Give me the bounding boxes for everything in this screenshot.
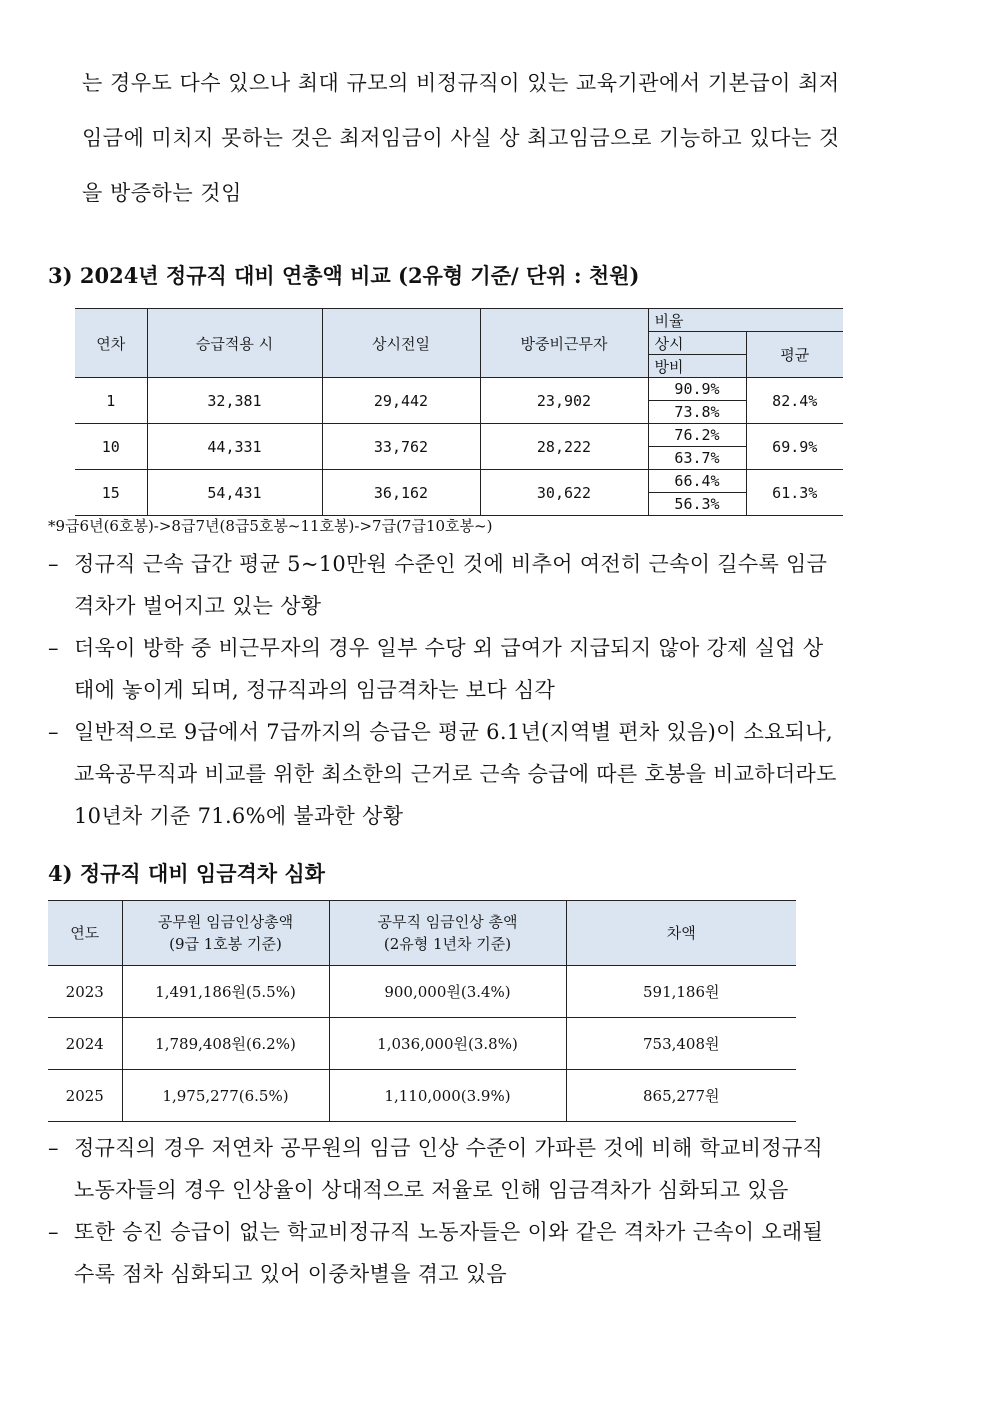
cell-year: 10 (75, 424, 147, 470)
cell-civil: 1,491,186원(5.5%) (122, 966, 329, 1018)
intro-line: 임금에 미치지 못하는 것은 최저임금이 사실 상 최고임금으로 기능하고 있다는 것 (82, 126, 840, 150)
cell-average: 61.3% (746, 470, 843, 516)
cell-ratio-bangbi: 63.7% (648, 447, 746, 470)
cell-promotion: 44,331 (147, 424, 322, 470)
cell-ratio-sangsi: 90.9% (648, 378, 746, 401)
bullet-text: 정규직의 경우 저연차 공무원의 임금 인상 수준이 가파른 것에 비해 학교비정규직 (74, 1136, 824, 1160)
cell-promotion: 54,431 (147, 470, 322, 516)
table-row (48, 966, 796, 1018)
bullet-text: 태에 놓이게 되며, 정규직과의 임금격차는 보다 심각 (74, 678, 556, 702)
col-header-year: 연도 (48, 901, 122, 966)
cell-ratio-sangsi: 76.2% (648, 424, 746, 447)
bullet-item (48, 543, 948, 627)
bullet-text: 노동자들의 경우 인상율이 상대적으로 저율로 인해 임금격차가 심화되고 있음 (74, 1178, 789, 1202)
table-row (48, 1018, 796, 1070)
cell-diff: 591,186원 (566, 966, 796, 1018)
bullet-text: 일반적으로 9급에서 7급까지의 승급은 평균 6.1년(지역별 편차 있음)이 소요되나, (74, 720, 833, 744)
cell-average: 69.9% (746, 424, 843, 470)
cell-year: 2024 (48, 1018, 122, 1070)
bullet-item (48, 627, 948, 711)
col-header-edu-worker (329, 901, 566, 966)
wage-gap-table (48, 900, 796, 1122)
cell-ratio-sangsi: 66.4% (648, 470, 746, 493)
col-header-difference: 차액 (566, 901, 796, 966)
cell-year: 1 (75, 378, 147, 424)
dash-marker: – (48, 1220, 59, 1244)
cell-civil: 1,975,277(6.5%) (122, 1070, 329, 1122)
cell-promotion: 32,381 (147, 378, 322, 424)
cell-year: 2025 (48, 1070, 122, 1122)
table-row (75, 424, 843, 447)
cell-average: 82.4% (746, 378, 843, 424)
col-header-regular: 상시전일 (322, 309, 480, 378)
col-header-ratio: 비율 (648, 309, 843, 332)
header-line: (9급 1호봉 기준) (169, 935, 282, 953)
cell-year: 2023 (48, 966, 122, 1018)
annual-total-comparison-table (75, 308, 843, 516)
cell-diff: 753,408원 (566, 1018, 796, 1070)
cell-year: 15 (75, 470, 147, 516)
intro-paragraph (82, 56, 944, 221)
cell-regular: 29,442 (322, 378, 480, 424)
header-line: 공무직 임금인상 총액 (377, 913, 518, 931)
section3-heading: 3) 2024년 정규직 대비 연총액 비교 (2유형 기준/ 단위 : 천원) (48, 263, 640, 288)
table-footnote: *9급6년(6호봉)->8급7년(8급5호봉~11호봉)->7급(7급10호봉~) (48, 517, 493, 535)
dash-marker: – (48, 636, 59, 660)
cell-edu: 900,000원(3.4%) (329, 966, 566, 1018)
col-header-ratio-bangbi: 방비 (648, 355, 746, 378)
section4-bullets (48, 1127, 948, 1295)
cell-regular: 36,162 (322, 470, 480, 516)
cell-vacation: 28,222 (480, 424, 648, 470)
cell-diff: 865,277원 (566, 1070, 796, 1122)
header-line: (2유형 1년차 기준) (383, 935, 512, 953)
col-header-vacation-nonworker: 방중비근무자 (480, 309, 648, 378)
cell-ratio-bangbi: 73.8% (648, 401, 746, 424)
bullet-text: 정규직 근속 급간 평균 5~10만원 수준인 것에 비추어 여전히 근속이 길수록 임금 (74, 552, 828, 576)
bullet-text: 더욱이 방학 중 비근무자의 경우 일부 수당 외 급여가 지급되지 않아 강제 실업 상 (74, 636, 824, 660)
cell-vacation: 23,902 (480, 378, 648, 424)
bullet-text: 수록 점차 심화되고 있어 이중차별을 겪고 있음 (74, 1262, 507, 1286)
cell-ratio-bangbi: 56.3% (648, 493, 746, 516)
table-row (75, 470, 843, 493)
bullet-item (48, 711, 948, 837)
bullet-text: 교육공무직과 비교를 위한 최소한의 근거로 근속 승급에 따른 호봉을 비교하더라도 (74, 762, 837, 786)
cell-edu: 1,110,000(3.9%) (329, 1070, 566, 1122)
bullet-text: 10년차 기준 71.6%에 불과한 상황 (74, 804, 404, 828)
dash-marker: – (48, 720, 59, 744)
bullet-text: 격차가 벌어지고 있는 상황 (74, 594, 322, 618)
col-header-promotion: 승급적용 시 (147, 309, 322, 378)
table-row (75, 378, 843, 401)
table-row (48, 1070, 796, 1122)
dash-marker: – (48, 552, 59, 576)
cell-civil: 1,789,408원(6.2%) (122, 1018, 329, 1070)
bullet-item (48, 1211, 948, 1295)
intro-line: 는 경우도 다수 있으나 최대 규모의 비정규직이 있는 교육기관에서 기본급이 최저 (82, 71, 840, 95)
cell-edu: 1,036,000원(3.8%) (329, 1018, 566, 1070)
intro-line: 을 방증하는 것임 (82, 181, 242, 205)
col-header-civil-servant (122, 901, 329, 966)
section4-heading: 4) 정규직 대비 임금격차 심화 (48, 861, 325, 886)
cell-vacation: 30,622 (480, 470, 648, 516)
bullet-text: 또한 승진 승급이 없는 학교비정규직 노동자들은 이와 같은 격차가 근속이 오래될 (74, 1220, 824, 1244)
bullet-item (48, 1127, 948, 1211)
col-header-average: 평균 (746, 332, 843, 378)
col-header-ratio-sangsi: 상시 (648, 332, 746, 355)
cell-regular: 33,762 (322, 424, 480, 470)
dash-marker: – (48, 1136, 59, 1160)
col-header-year: 연차 (75, 309, 147, 378)
header-line: 공무원 임금인상총액 (157, 913, 294, 931)
section3-bullets (48, 543, 948, 837)
